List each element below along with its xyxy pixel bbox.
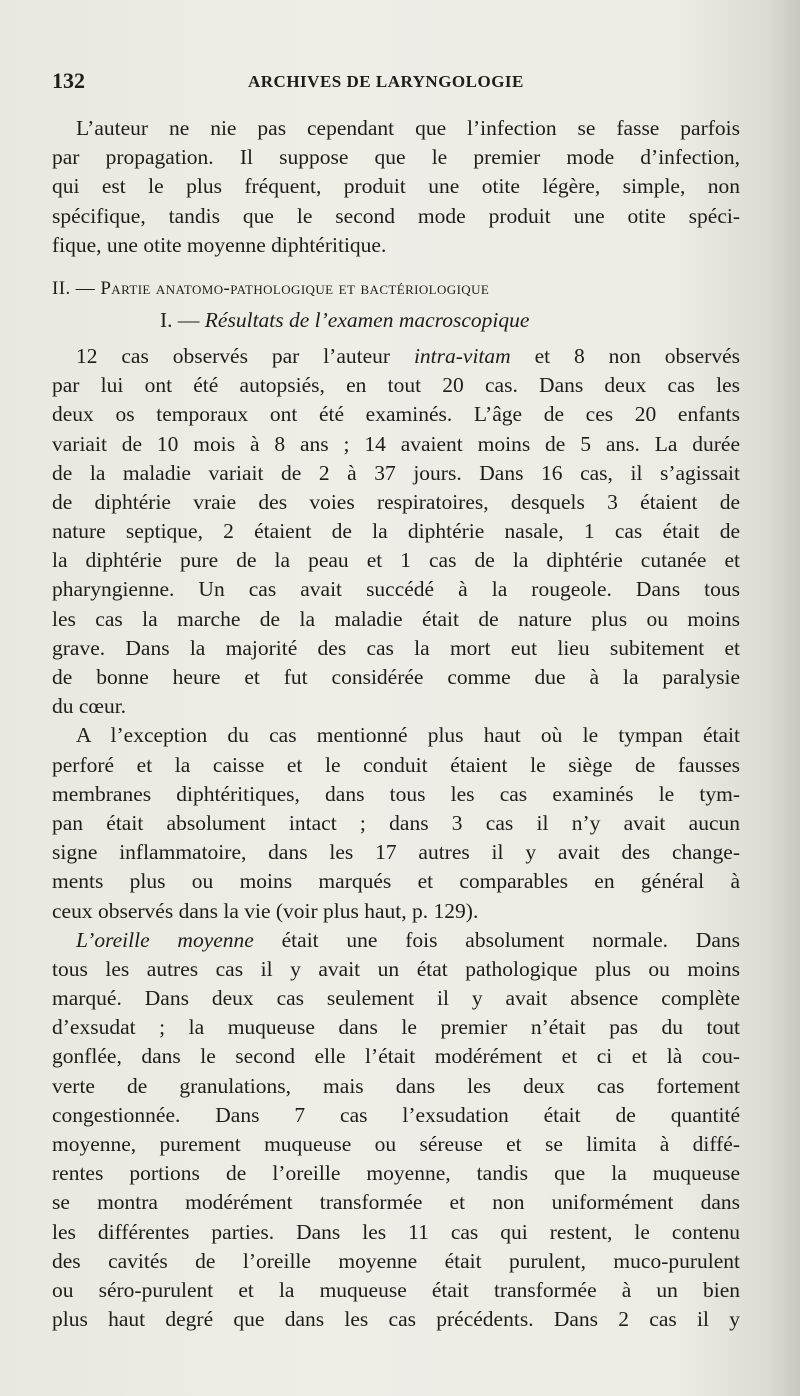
- section-heading: [52, 274, 740, 306]
- text-line: de diphtérie vraie des voies respiratoires, desquels 3 étaient de: [52, 489, 740, 514]
- text-line: du cœur.: [52, 694, 127, 719]
- text-line: fique, une otite moyenne diphtéritique.: [52, 232, 387, 257]
- text-line: qui est le plus fréquent, produit une otite légère, simple, non: [52, 174, 740, 199]
- text-line: tous les autres cas il y avait un état pathologique plus ou moins: [52, 956, 740, 981]
- text-line: deux os temporaux ont été examinés. L’âge de ces 20 enfants: [52, 402, 740, 427]
- text-line: grave. Dans la majorité des cas la mort eut lieu subitement et: [52, 635, 740, 660]
- text-line: ceux observés dans la vie (voir plus haut, p. 129).: [52, 898, 479, 923]
- text-line: variait de 10 mois à 8 ans ; 14 avaient moins de 5 ans. La durée: [52, 431, 740, 456]
- text-line: spécifique, tandis que le second mode produit une otite spéci-: [52, 203, 740, 228]
- text-line: nature septique, 2 étaient de la diphtérie nasale, 1 cas était de: [52, 519, 740, 544]
- subsection-title: Résultats de l’examen macroscopique: [204, 307, 530, 332]
- text-line: [52, 342, 740, 371]
- running-title: ARCHIVES DE LARYNGOLOGIE: [248, 72, 524, 91]
- text-line: de la maladie variait de 2 à 37 jours. Dans 16 cas, il s’agissait: [52, 460, 740, 485]
- text-line: pan était absolument intact ; dans 3 cas il n’y avait aucun: [52, 810, 740, 835]
- text-span: et 8 non observés: [510, 343, 740, 368]
- text-line: rentes portions de l’oreille moyenne, tandis que la muqueuse: [52, 1161, 740, 1186]
- paragraph-2: [52, 342, 740, 721]
- paragraph-4: [52, 926, 740, 1335]
- text-line: ments plus ou moins marqués et comparables en général à: [52, 869, 740, 894]
- paragraph-3: [52, 721, 740, 925]
- text-line: A l’exception du cas mentionné plus haut où le tympan était: [76, 723, 740, 748]
- text-span: était une fois absolument normale. Dans: [253, 927, 740, 952]
- text-line: congestionnée. Dans 7 cas l’exsudation était de quantité: [52, 1102, 740, 1127]
- text-line: L’auteur ne nie pas cependant que l’infection se fasse parfois: [76, 116, 740, 140]
- paragraph-1: [52, 114, 740, 260]
- text-line: perforé et la caisse et le conduit étaient le siège de fausses: [52, 752, 740, 777]
- text-line: [52, 926, 740, 955]
- section-numeral: II. —: [52, 277, 96, 299]
- italic-term: L’oreille moyenne: [76, 927, 254, 952]
- text-line: verte de granulations, mais dans les deux cas fortement: [52, 1073, 740, 1098]
- text-line: les cas la marche de la maladie était de nature plus ou moins: [52, 606, 740, 631]
- section-title: Partie anatomo-pathologique et bactériologique: [100, 277, 490, 299]
- text-line: plus haut degré que dans les cas précédents. Dans 2 cas il y: [52, 1307, 740, 1332]
- text-line: signe inflammatoire, dans les 17 autres il y avait des change-: [52, 840, 740, 865]
- text-line: par propagation. Il suppose que le premier mode d’infection,: [52, 145, 740, 170]
- text-line: par lui ont été autopsiés, en tout 20 cas. Dans deux cas les: [52, 373, 740, 398]
- text-line: d’exsudat ; la muqueuse dans le premier n’était pas du tout: [52, 1015, 740, 1040]
- body-text: [52, 114, 740, 1334]
- text-line: membranes diphtéritiques, dans tous les cas examinés le tym-: [52, 781, 740, 806]
- text-span: 12 cas observés par l’auteur: [76, 343, 414, 368]
- text-line: marqué. Dans deux cas seulement il y avait absence complète: [52, 986, 740, 1011]
- text-line: pharyngienne. Un cas avait succédé à la rougeole. Dans tous: [52, 577, 740, 602]
- text-line: de bonne heure et fut considérée comme due à la paralysie: [52, 665, 740, 689]
- page-header: [52, 68, 760, 102]
- text-line: se montra modérément transformée et non uniformément dans: [52, 1190, 740, 1215]
- latin-term: intra-vitam: [413, 343, 511, 368]
- text-line: les différentes parties. Dans les 11 cas qui restent, le contenu: [52, 1219, 740, 1244]
- subsection-numeral: I. —: [160, 307, 200, 332]
- subsection-heading: [52, 306, 740, 342]
- text-line: des cavités de l’oreille moyenne était purulent, muco-purulent: [52, 1248, 740, 1273]
- text-line: moyenne, purement muqueuse ou séreuse et se limita à diffé-: [52, 1132, 740, 1156]
- text-line: la diphtérie pure de la peau et 1 cas de la diphtérie cutanée et: [52, 548, 740, 573]
- text-line: ou séro-purulent et la muqueuse était transformée à un bien: [52, 1277, 740, 1302]
- text-line: gonflée, dans le second elle l’était modérément et ci et là cou-: [52, 1044, 740, 1069]
- page-number: 132: [52, 68, 85, 93]
